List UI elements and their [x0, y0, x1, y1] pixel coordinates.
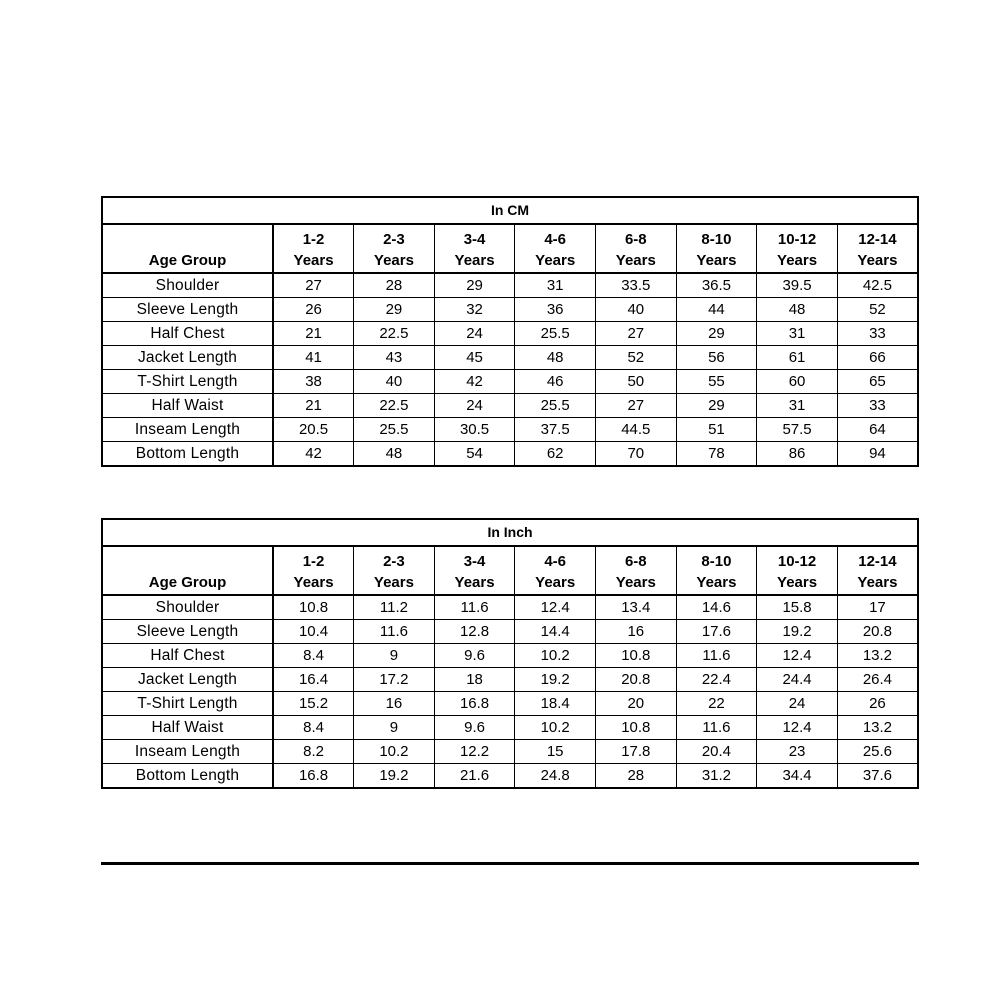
measurement-value: 11.6: [676, 644, 757, 668]
measurement-value: 17.6: [676, 620, 757, 644]
age-range: 12-14: [858, 553, 897, 570]
age-column-header: [354, 546, 435, 595]
measurement-value: 31: [515, 273, 596, 298]
table-row: [102, 740, 918, 764]
measurement-value: 14.4: [515, 620, 596, 644]
age-column-header: [676, 546, 757, 595]
table-row: [102, 418, 918, 442]
measurement-value: 29: [434, 273, 515, 298]
measurement-value: 26: [273, 298, 354, 322]
measurement-label: T-Shirt Length: [102, 692, 273, 716]
measurement-value: 15.8: [757, 595, 838, 620]
measurement-value: 62: [515, 442, 596, 467]
measurement-value: 10.4: [273, 620, 354, 644]
measurement-value: 18.4: [515, 692, 596, 716]
age-column-header: [354, 224, 435, 273]
measurement-value: 10.2: [354, 740, 435, 764]
measurement-value: 46: [515, 370, 596, 394]
measurement-value: 26: [837, 692, 918, 716]
age-range: 3-4: [463, 231, 486, 248]
age-range: 1-2: [302, 553, 325, 570]
table-row: [102, 346, 918, 370]
age-range: 10-12: [777, 553, 817, 570]
table-row: [102, 370, 918, 394]
bottom-divider: [101, 862, 919, 865]
measurement-value: 48: [515, 346, 596, 370]
age-column-header: [434, 546, 515, 595]
age-column-header: [596, 546, 677, 595]
measurement-value: 9: [354, 644, 435, 668]
measurement-value: 10.8: [596, 644, 677, 668]
measurement-label: Inseam Length: [102, 740, 273, 764]
age-unit: Years: [777, 574, 818, 591]
measurement-value: 23: [757, 740, 838, 764]
measurement-value: 30.5: [434, 418, 515, 442]
age-unit: Years: [454, 574, 495, 591]
age-range: 6-8: [624, 231, 647, 248]
measurement-value: 25.5: [515, 394, 596, 418]
measurement-value: 28: [596, 764, 677, 789]
age-column-header: [837, 224, 918, 273]
age-range: 3-4: [463, 553, 486, 570]
measurement-value: 24.8: [515, 764, 596, 789]
measurement-label: Inseam Length: [102, 418, 273, 442]
measurement-label: Bottom Length: [102, 442, 273, 467]
age-column-header: [273, 224, 354, 273]
measurement-value: 54: [434, 442, 515, 467]
table-row: [102, 692, 918, 716]
measurement-value: 10.8: [273, 595, 354, 620]
measurement-value: 22.5: [354, 394, 435, 418]
table-row: [102, 595, 918, 620]
age-column-header: [515, 224, 596, 273]
table-row: [102, 442, 918, 467]
measurement-value: 12.2: [434, 740, 515, 764]
table-row: [102, 644, 918, 668]
measurement-value: 64: [837, 418, 918, 442]
measurement-value: 52: [596, 346, 677, 370]
age-column-header: [434, 224, 515, 273]
measurement-value: 51: [676, 418, 757, 442]
table-row: [102, 394, 918, 418]
measurement-value: 94: [837, 442, 918, 467]
measurement-value: 20: [596, 692, 677, 716]
measurement-value: 31: [757, 394, 838, 418]
measurement-value: 38: [273, 370, 354, 394]
measurement-value: 31.2: [676, 764, 757, 789]
age-range: 10-12: [777, 231, 817, 248]
table-title: In Inch: [102, 519, 918, 546]
measurement-value: 33: [837, 394, 918, 418]
measurement-value: 13.4: [596, 595, 677, 620]
measurement-label: Half Chest: [102, 644, 273, 668]
measurement-value: 22.4: [676, 668, 757, 692]
measurement-value: 21: [273, 394, 354, 418]
measurement-value: 24.4: [757, 668, 838, 692]
measurement-label: Jacket Length: [102, 668, 273, 692]
age-range: 8-10: [701, 553, 732, 570]
measurement-value: 9.6: [434, 644, 515, 668]
table-row: [102, 273, 918, 298]
measurement-value: 16.4: [273, 668, 354, 692]
measurement-value: 44: [676, 298, 757, 322]
measurement-label: Shoulder: [102, 273, 273, 298]
age-range: 12-14: [858, 231, 897, 248]
measurement-value: 50: [596, 370, 677, 394]
age-range: 2-3: [383, 231, 405, 248]
measurement-value: 22: [676, 692, 757, 716]
measurement-value: 10.2: [515, 716, 596, 740]
measurement-value: 61: [757, 346, 838, 370]
age-unit: Years: [373, 252, 414, 269]
measurement-value: 70: [596, 442, 677, 467]
measurement-value: 24: [434, 322, 515, 346]
measurement-value: 20.4: [676, 740, 757, 764]
table-title: In CM: [102, 197, 918, 224]
age-unit: Years: [696, 574, 737, 591]
age-unit: Years: [615, 574, 656, 591]
age-group-header: Age Group: [102, 224, 273, 273]
age-unit: Years: [696, 252, 737, 269]
measurement-value: 27: [273, 273, 354, 298]
measurement-value: 21: [273, 322, 354, 346]
measurement-value: 8.4: [273, 716, 354, 740]
measurement-value: 25.5: [354, 418, 435, 442]
measurement-label: Shoulder: [102, 595, 273, 620]
measurement-value: 32: [434, 298, 515, 322]
age-column-header: [596, 224, 677, 273]
measurement-value: 18: [434, 668, 515, 692]
measurement-value: 40: [596, 298, 677, 322]
measurement-value: 16: [354, 692, 435, 716]
measurement-value: 20.8: [596, 668, 677, 692]
measurement-value: 10.2: [515, 644, 596, 668]
measurement-value: 15.2: [273, 692, 354, 716]
measurement-label: Sleeve Length: [102, 298, 273, 322]
age-unit: Years: [615, 252, 656, 269]
measurement-value: 16.8: [434, 692, 515, 716]
age-column-header: [515, 546, 596, 595]
age-range: 6-8: [624, 553, 647, 570]
measurement-value: 60: [757, 370, 838, 394]
table-row: [102, 764, 918, 789]
age-range: 1-2: [302, 231, 325, 248]
size-table-cm: [101, 196, 919, 467]
measurement-value: 34.4: [757, 764, 838, 789]
age-unit: Years: [857, 252, 898, 269]
measurement-value: 19.2: [515, 668, 596, 692]
age-range: 8-10: [701, 231, 732, 248]
measurement-value: 57.5: [757, 418, 838, 442]
table-row: [102, 322, 918, 346]
measurement-value: 37.5: [515, 418, 596, 442]
measurement-value: 29: [676, 322, 757, 346]
measurement-value: 25.6: [837, 740, 918, 764]
age-unit: Years: [535, 252, 576, 269]
age-unit: Years: [535, 574, 576, 591]
measurement-value: 17.8: [596, 740, 677, 764]
measurement-value: 25.5: [515, 322, 596, 346]
measurement-label: Half Chest: [102, 322, 273, 346]
measurement-value: 43: [354, 346, 435, 370]
size-table-inch: [101, 518, 919, 789]
measurement-label: Bottom Length: [102, 764, 273, 789]
measurement-value: 16.8: [273, 764, 354, 789]
measurement-value: 12.4: [757, 644, 838, 668]
measurement-value: 55: [676, 370, 757, 394]
measurement-value: 24: [757, 692, 838, 716]
measurement-value: 48: [354, 442, 435, 467]
age-column-header: [837, 546, 918, 595]
measurement-value: 44.5: [596, 418, 677, 442]
age-unit: Years: [373, 574, 414, 591]
measurement-value: 14.6: [676, 595, 757, 620]
measurement-value: 17.2: [354, 668, 435, 692]
measurement-value: 11.6: [434, 595, 515, 620]
age-unit: Years: [293, 252, 334, 269]
measurement-value: 8.4: [273, 644, 354, 668]
age-column-header: [273, 546, 354, 595]
measurement-value: 22.5: [354, 322, 435, 346]
measurement-value: 86: [757, 442, 838, 467]
measurement-label: Sleeve Length: [102, 620, 273, 644]
measurement-value: 33: [837, 322, 918, 346]
measurement-value: 26.4: [837, 668, 918, 692]
measurement-value: 24: [434, 394, 515, 418]
measurement-value: 42: [434, 370, 515, 394]
measurement-label: Jacket Length: [102, 346, 273, 370]
measurement-value: 11.6: [354, 620, 435, 644]
measurement-value: 52: [837, 298, 918, 322]
measurement-value: 10.8: [596, 716, 677, 740]
measurement-value: 20.8: [837, 620, 918, 644]
measurement-value: 17: [837, 595, 918, 620]
measurement-value: 16: [596, 620, 677, 644]
measurement-value: 15: [515, 740, 596, 764]
measurement-value: 27: [596, 394, 677, 418]
measurement-value: 65: [837, 370, 918, 394]
measurement-value: 9: [354, 716, 435, 740]
measurement-value: 12.4: [515, 595, 596, 620]
measurement-value: 13.2: [837, 644, 918, 668]
age-range: 4-6: [544, 553, 567, 570]
measurement-value: 37.6: [837, 764, 918, 789]
age-column-header: [676, 224, 757, 273]
age-unit: Years: [454, 252, 495, 269]
measurement-value: 13.2: [837, 716, 918, 740]
measurement-value: 40: [354, 370, 435, 394]
age-unit: Years: [777, 252, 818, 269]
measurement-label: T-Shirt Length: [102, 370, 273, 394]
measurement-value: 9.6: [434, 716, 515, 740]
measurement-value: 36.5: [676, 273, 757, 298]
measurement-value: 56: [676, 346, 757, 370]
measurement-value: 45: [434, 346, 515, 370]
age-range: 4-6: [544, 231, 567, 248]
measurement-value: 11.6: [676, 716, 757, 740]
measurement-value: 48: [757, 298, 838, 322]
measurement-value: 78: [676, 442, 757, 467]
measurement-value: 39.5: [757, 273, 838, 298]
measurement-label: Half Waist: [102, 716, 273, 740]
measurement-value: 20.5: [273, 418, 354, 442]
table-row: [102, 620, 918, 644]
measurement-value: 33.5: [596, 273, 677, 298]
age-unit: Years: [857, 574, 898, 591]
measurement-value: 31: [757, 322, 838, 346]
age-column-header: [757, 546, 838, 595]
measurement-value: 19.2: [757, 620, 838, 644]
measurement-value: 42: [273, 442, 354, 467]
age-group-header: Age Group: [102, 546, 273, 595]
measurement-value: 41: [273, 346, 354, 370]
table-row: [102, 716, 918, 740]
age-unit: Years: [293, 574, 334, 591]
measurement-label: Half Waist: [102, 394, 273, 418]
measurement-value: 11.2: [354, 595, 435, 620]
measurement-value: 29: [676, 394, 757, 418]
age-column-header: [757, 224, 838, 273]
measurement-value: 12.4: [757, 716, 838, 740]
table-row: [102, 298, 918, 322]
measurement-value: 27: [596, 322, 677, 346]
measurement-value: 21.6: [434, 764, 515, 789]
measurement-value: 42.5: [837, 273, 918, 298]
measurement-value: 66: [837, 346, 918, 370]
measurement-value: 8.2: [273, 740, 354, 764]
measurement-value: 19.2: [354, 764, 435, 789]
measurement-value: 28: [354, 273, 435, 298]
measurement-value: 36: [515, 298, 596, 322]
table-row: [102, 668, 918, 692]
age-range: 2-3: [383, 553, 405, 570]
measurement-value: 29: [354, 298, 435, 322]
measurement-value: 12.8: [434, 620, 515, 644]
